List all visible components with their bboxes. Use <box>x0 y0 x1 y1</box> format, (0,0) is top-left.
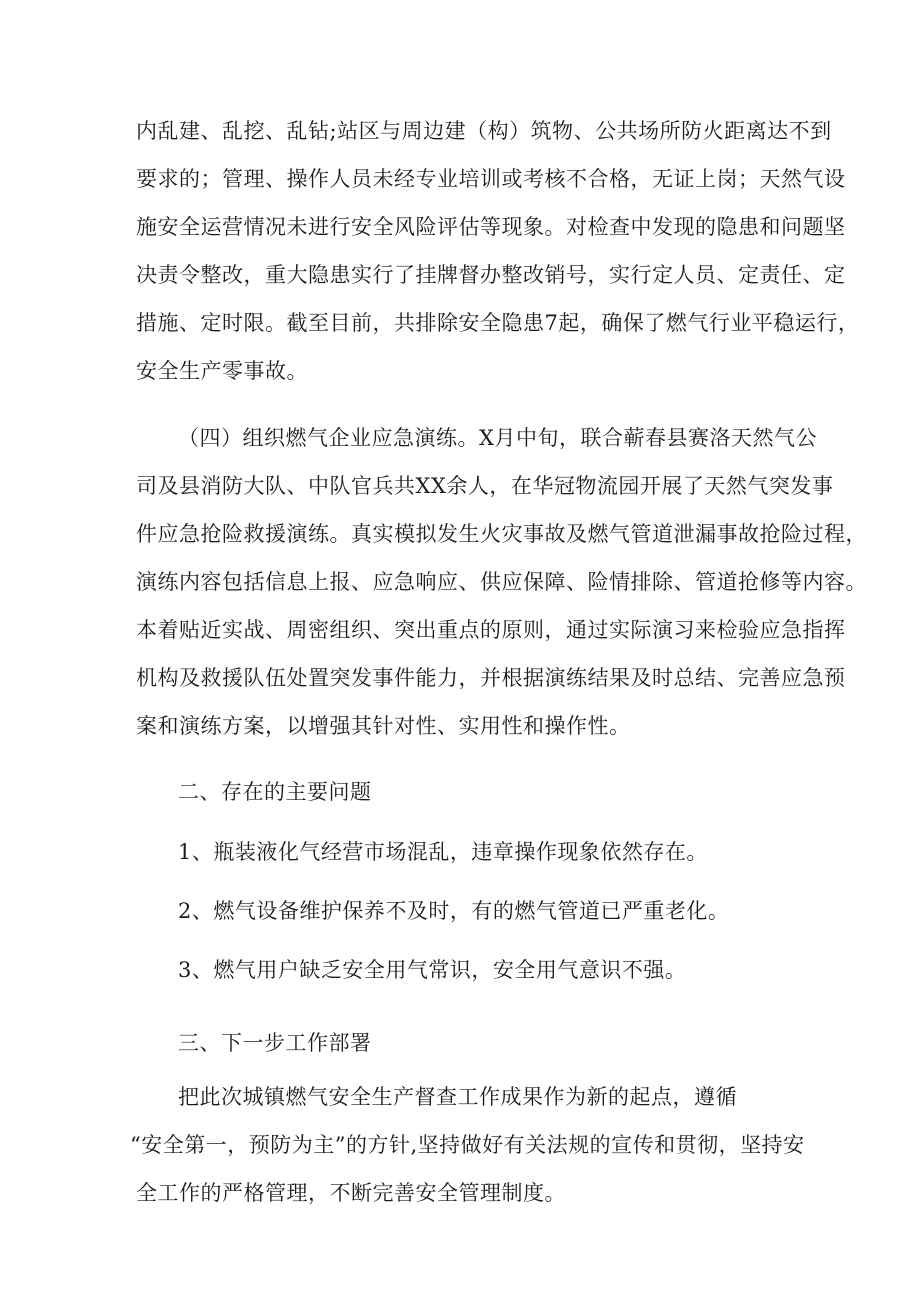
paragraph2-line-1: （四）组织燃气企业应急演练。X月中旬，联合蕲春县赛洛天然气公 <box>178 426 817 450</box>
paragraph1-line-4: 决责令整改，重大隐患实行了挂牌督办整改销号，实行定人员、定责任、定 <box>136 263 846 287</box>
section3-line-1: 把此次城镇燃气安全生产督查工作成果作为新的起点，遵循 <box>178 1085 737 1109</box>
section2-item-2: 2、燃气设备维护保养不及时，有的燃气管道已严重老化。 <box>178 899 730 923</box>
paragraph1-line-1: 内乱建、乱挖、乱钻;站区与周边建（构）筑物、公共场所防火距离达不到 <box>136 119 832 143</box>
paragraph1-line-3: 施安全运营情况未进行安全风险评估等现象。对检查中发现的隐患和问题坚 <box>136 215 846 239</box>
section2-item-3: 3、燃气用户缺乏安全用气常识，安全用气意识不强。 <box>178 958 687 982</box>
paragraph2-line-7: 案和演练方案，以增强其针对性、实用性和操作性。 <box>136 714 631 738</box>
paragraph1-line-2: 要求的；管理、操作人员未经专业培训或考核不合格，无证上岗；天然气设 <box>136 167 846 191</box>
paragraph2-line-2: 司及县消防大队、中队官兵共XX余人，在华冠物流园开展了天然气突发事 <box>136 474 834 498</box>
paragraph1-line-5: 措施、定时限。截至目前，共排除安全隐患7起，确保了燃气行业平稳运行， <box>136 311 860 335</box>
paragraph2-line-6: 机构及救援队伍处置突发事件能力，并根据演练结果及时总结、完善应急预 <box>136 666 846 690</box>
section3-line-2: “安全第一，预防为主”的方针,坚持做好有关法规的宣传和贯彻，坚持安 <box>130 1133 805 1157</box>
paragraph2-line-5: 本着贴近实战、周密组织、突出重点的原则，通过实际演习来检验应急指挥 <box>136 618 846 642</box>
section3-heading: 三、下一步工作部署 <box>178 1031 372 1055</box>
section2-item-1: 1、瓶装液化气经营市场混乱，违章操作现象依然存在。 <box>178 840 708 864</box>
paragraph1-line-6: 安全生产零事故。 <box>136 359 308 383</box>
section3-line-3: 全工作的严格管理，不断完善安全管理制度。 <box>136 1181 566 1205</box>
paragraph2-line-4: 演练内容包括信息上报、应急响应、供应保障、险情排除、管道抢修等内容。 <box>136 570 867 594</box>
section2-heading: 二、存在的主要问题 <box>178 780 372 804</box>
paragraph2-line-3: 件应急抢险救援演练。真实模拟发生火灾事故及燃气管道泄漏事故抢险过程， <box>136 522 867 546</box>
